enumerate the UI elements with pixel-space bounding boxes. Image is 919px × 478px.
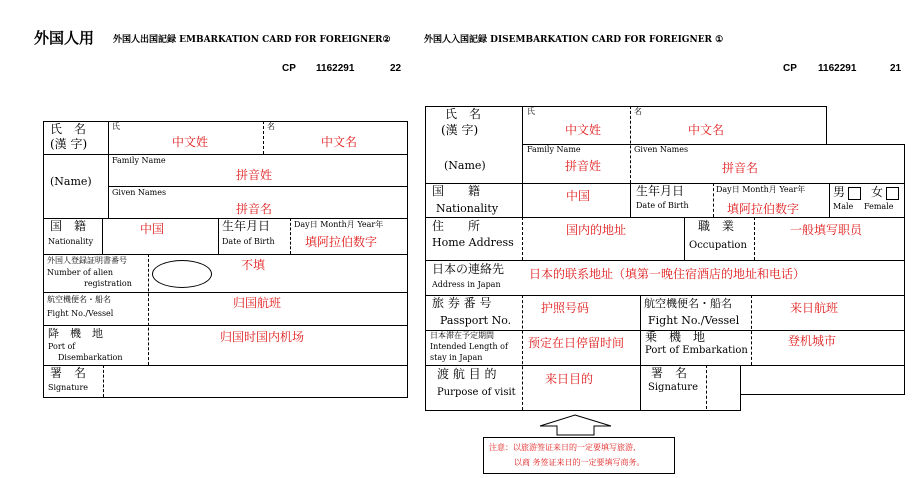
dis-dob-format: Day日 Month月 Year年: [716, 185, 806, 194]
dis-signature-label: 署 名: [651, 366, 688, 380]
emb-dob-label: 生年月日: [222, 219, 271, 233]
emb-signature-en: Signature: [48, 383, 89, 392]
dis-dob-en: Date of Birth: [636, 201, 689, 210]
dis-stay-label: 日本滞在予定期間: [430, 331, 494, 340]
dis-signature-en: Signature: [648, 382, 699, 393]
dis-red-embark: 登机城市: [788, 334, 837, 348]
dis-red-given-kanji: 中文名: [688, 123, 725, 137]
emb-red-flight: 归国航班: [233, 296, 282, 310]
emb-nationality-en: Nationality: [48, 237, 94, 246]
dis-red-family-pinyin: 拼音姓: [565, 159, 602, 173]
female-checkbox[interactable]: [886, 187, 899, 200]
alien-registration-oval: [152, 260, 212, 288]
emb-cp-number: 1162291: [316, 63, 355, 74]
disembarkation-card-title: 外国人入国記録 DISEMBARKATION CARD FOR FOREIGNER ①: [424, 35, 724, 45]
dis-flight-label: 航空機便名・船名: [644, 297, 732, 310]
dis-name-kanji-label: 氏 名: [445, 107, 482, 121]
dis-embark-en: Port of Embarkation: [645, 345, 748, 356]
emb-given-mark: 名: [267, 122, 275, 131]
dis-stay-en2: stay in Japan: [430, 353, 483, 362]
emb-red-dob: 填阿拉伯数字: [305, 235, 378, 249]
up-arrow-icon: [538, 414, 613, 436]
emb-given-names-label: Given Names: [112, 188, 167, 197]
emb-port-en1: Port of: [48, 342, 76, 351]
dis-japan-contact-label: 日本の連絡先: [432, 262, 505, 276]
dis-name-kanji-sub: (漢 字): [441, 123, 479, 137]
emb-nationality-label: 国 籍: [50, 219, 87, 233]
dis-family-name-label: Family Name: [527, 145, 581, 154]
dis-nationality-en: Nationality: [436, 202, 499, 215]
dis-passport-en: Passport No.: [440, 314, 512, 327]
dis-red-japan-address: 日本的联系地址（填第一晚住宿酒店的地址和电话）: [529, 267, 806, 281]
emb-alien-en1: Number of alien: [47, 268, 114, 277]
dis-purpose-en: Purpose of visit: [437, 387, 516, 398]
page-title: 外国人用: [34, 29, 95, 47]
dis-cp-label: CP: [783, 63, 797, 74]
emb-red-port: 归国时国内机场: [220, 330, 305, 344]
dis-address-en: Home Address: [432, 236, 514, 249]
emb-name-label: (Name): [50, 175, 92, 188]
emb-red-alien: 不填: [241, 258, 266, 272]
dis-red-stay: 预定在日停留时间: [528, 336, 625, 350]
emb-red-family-pinyin: 拼音姓: [236, 168, 273, 182]
dis-name-label: (Name): [444, 159, 486, 172]
dis-red-family-kanji: 中文姓: [565, 123, 602, 137]
emb-port-label: 降 機 地: [48, 327, 103, 340]
dis-female-en: Female: [864, 202, 894, 211]
dis-nationality-label: 国 籍: [432, 184, 481, 198]
dis-passport-label: 旅 券 番 号: [432, 296, 492, 310]
emb-red-nationality: 中国: [140, 222, 165, 236]
emb-dob-en: Date of Birth: [222, 237, 275, 246]
dis-family-mark: 氏: [527, 107, 535, 116]
dis-japan-contact-en: Address in Japan: [432, 280, 501, 289]
dis-stay-en1: Intended Length of: [430, 342, 508, 351]
emb-family-name-label: Family Name: [112, 156, 166, 165]
dis-female-label: 女: [871, 185, 884, 199]
dis-red-address: 国内的地址: [566, 223, 627, 237]
note-box: [483, 437, 675, 474]
dis-purpose-label: 渡 航 目 的: [437, 367, 497, 381]
dis-cp-suffix: 21: [890, 63, 902, 74]
dis-red-flight: 来日航班: [790, 301, 839, 315]
emb-signature-label: 署 名: [50, 366, 87, 380]
dis-red-purpose: 来日目的: [545, 372, 594, 386]
emb-family-mark: 氏: [112, 122, 120, 131]
emb-red-family-kanji: 中文姓: [172, 135, 209, 149]
dis-red-occupation: 一般填写职员: [790, 223, 863, 237]
dis-flight-en: Fight No./Vessel: [648, 314, 740, 327]
dis-given-names-label: Given Names: [634, 145, 689, 154]
emb-dob-format: Day日 Month月 Year年: [294, 220, 384, 229]
emb-red-given-pinyin: 拼音名: [236, 202, 273, 216]
dis-given-mark: 名: [634, 107, 642, 116]
emb-flight-label: 航空機便名・船名: [47, 295, 111, 304]
emb-name-kanji-label: 氏 名: [50, 122, 87, 136]
dis-red-given-pinyin: 拼音名: [722, 161, 759, 175]
emb-alien-en2: registration: [84, 279, 132, 288]
dis-occupation-label: 職 業: [698, 219, 735, 233]
dis-red-nationality: 中国: [566, 189, 591, 203]
dis-address-label: 住 所: [432, 219, 481, 233]
dis-male-label: 男: [833, 185, 846, 199]
embarkation-card-title: 外国人出国記録 EMBARKATION CARD FOR FOREIGNER②: [113, 35, 391, 45]
dis-male-en: Male: [833, 202, 854, 211]
emb-flight-en: Fight No./Vessel: [47, 309, 114, 318]
dis-embark-label: 乗 機 地: [645, 330, 706, 344]
emb-alien-label: 外国人登録証明書番号: [47, 256, 127, 265]
dis-dob-label: 生年月日: [636, 184, 685, 198]
emb-red-given-kanji: 中文名: [321, 135, 358, 149]
dis-cp-number: 1162291: [818, 63, 857, 74]
dis-occupation-en: Occupation: [689, 240, 747, 251]
dis-red-passport: 护照号码: [541, 301, 590, 315]
dis-red-dob: 填阿拉伯数字: [727, 202, 800, 216]
male-checkbox[interactable]: [848, 187, 861, 200]
emb-name-kanji-sub: (漢 字): [50, 137, 88, 151]
emb-port-en2: Disembarkation: [58, 353, 123, 362]
emb-cp-label: CP: [282, 63, 296, 74]
note-line-2: 以商 务签证来日的一定要填写商务。: [514, 458, 645, 467]
emb-cp-suffix: 22: [390, 63, 402, 74]
note-line-1: 注意：以旅游签证来日的一定要填写旅游,: [489, 443, 636, 452]
